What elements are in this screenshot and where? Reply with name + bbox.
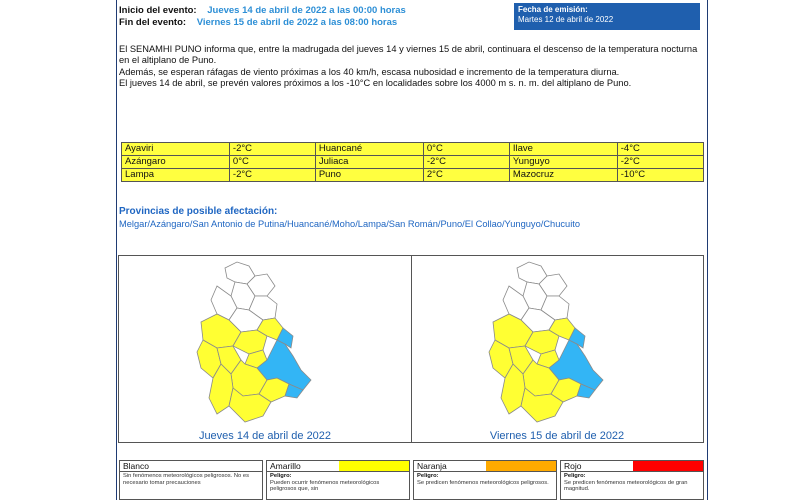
legend-description — [414, 472, 556, 487]
map-caption: Viernes 15 de abril de 2022 — [489, 430, 625, 442]
emission-date-box — [514, 3, 700, 30]
city-cell: Mazocruz — [509, 169, 617, 182]
event-end-value: Viernes 15 de abril de 2022 a las 08:00 horas — [196, 17, 398, 28]
temp-cell: -2°C — [423, 156, 509, 169]
legend-title: Peligro: — [270, 473, 292, 479]
city-cell: Puno — [315, 169, 423, 182]
table-row — [122, 169, 704, 182]
legend-name: Amarillo — [270, 461, 301, 471]
city-cell: Azángaro — [122, 156, 230, 169]
temperature-table — [121, 142, 704, 182]
bulletin-text — [119, 44, 705, 89]
city-cell: Lampa — [122, 169, 230, 182]
legend-swatch — [192, 461, 262, 471]
temp-cell: -2°C — [617, 156, 703, 169]
legend-naranja — [413, 460, 557, 500]
legend-name: Naranja — [417, 461, 447, 471]
legend-header — [120, 461, 262, 472]
map-panel-friday — [411, 256, 703, 442]
provinces-list: Melgar/Azángaro/San Antonio de Putina/Huancané/Moho/Lampa/San Román/Puno/El Collao/Yunguyo/Chucuito — [119, 219, 581, 229]
document-left-border — [116, 0, 117, 500]
legend-text: Pueden ocurrir fenómenos meteorológicos peligrosos que, sin — [270, 479, 380, 492]
legend-description — [120, 472, 262, 487]
legend-swatch — [633, 461, 703, 471]
legend-header — [414, 461, 556, 472]
temp-cell: -4°C — [617, 143, 703, 156]
legend-title: Peligro: — [564, 473, 586, 479]
legend-swatch — [339, 461, 409, 471]
legend-name: Rojo — [564, 461, 582, 471]
legend-blanco — [119, 460, 263, 500]
temp-cell: 2°C — [423, 169, 509, 182]
legend-swatch — [486, 461, 556, 471]
legend-header — [561, 461, 703, 472]
city-cell: Huancané — [315, 143, 423, 156]
map-panel-thursday — [119, 256, 412, 442]
city-cell: Yunguyo — [509, 156, 617, 169]
paragraph-2: Además, se esperan ráfagas de viento próximas a los 40 km/h, escasa nubosidad e incremento de la temperatura diurna. — [119, 66, 620, 77]
alert-legend — [119, 460, 705, 500]
event-start-value: Jueves 14 de abril de 2022 a las 00:00 horas — [207, 5, 406, 16]
city-cell: Juliaca — [315, 156, 423, 169]
city-cell: Ayaviri — [122, 143, 230, 156]
legend-amarillo — [266, 460, 410, 500]
legend-header — [267, 461, 409, 472]
emission-date: Martes 12 de abril de 2022 — [518, 15, 614, 24]
event-start-row — [119, 5, 406, 16]
temp-cell: -10°C — [617, 169, 703, 182]
legend-text: Se predicen fenómenos meteorológicos peligrosos. — [417, 479, 549, 486]
legend-description — [561, 472, 703, 494]
maps-frame — [118, 255, 704, 443]
temp-cell: 0°C — [229, 156, 315, 169]
temp-cell: -2°C — [229, 169, 315, 182]
event-end-row — [119, 17, 397, 28]
table-row — [122, 143, 704, 156]
city-cell: Ilave — [509, 143, 617, 156]
bulletin-document — [116, 0, 708, 500]
legend-title: Peligro: — [417, 473, 439, 479]
map-caption: Jueves 14 de abril de 2022 — [198, 430, 332, 442]
document-right-border — [707, 0, 708, 500]
legend-rojo — [560, 460, 704, 500]
puno-region-map — [411, 256, 703, 428]
paragraph-3: El jueves 14 de abril, se prevén valores próximos a los -10°C en localidades sobre los 4000 m s. n. m. del altiplano de Puno. — [119, 77, 632, 88]
emission-title: Fecha de emisión: — [518, 5, 588, 14]
legend-text: Sin fenómenos meteorológicos peligrosos. No es necesario tomar precauciones — [123, 473, 249, 486]
event-start-label: Inicio del evento: — [119, 5, 197, 16]
temp-cell: -2°C — [229, 143, 315, 156]
legend-text: Se predicen fenómenos meteorológicos de gran magnitud. — [564, 479, 688, 492]
temp-cell: 0°C — [423, 143, 509, 156]
paragraph-1: El SENAMHI PUNO informa que, entre la madrugada del jueves 14 y viernes 15 de abril, continuara el descenso de la temperatura nocturna en el altiplano de Puno. — [119, 44, 698, 66]
legend-name: Blanco — [123, 461, 149, 471]
table-row — [122, 156, 704, 169]
event-end-label: Fin del evento: — [119, 17, 187, 28]
puno-region-map — [119, 256, 411, 428]
legend-description — [267, 472, 409, 494]
provinces-title: Provincias de posible afectación: — [119, 206, 278, 217]
